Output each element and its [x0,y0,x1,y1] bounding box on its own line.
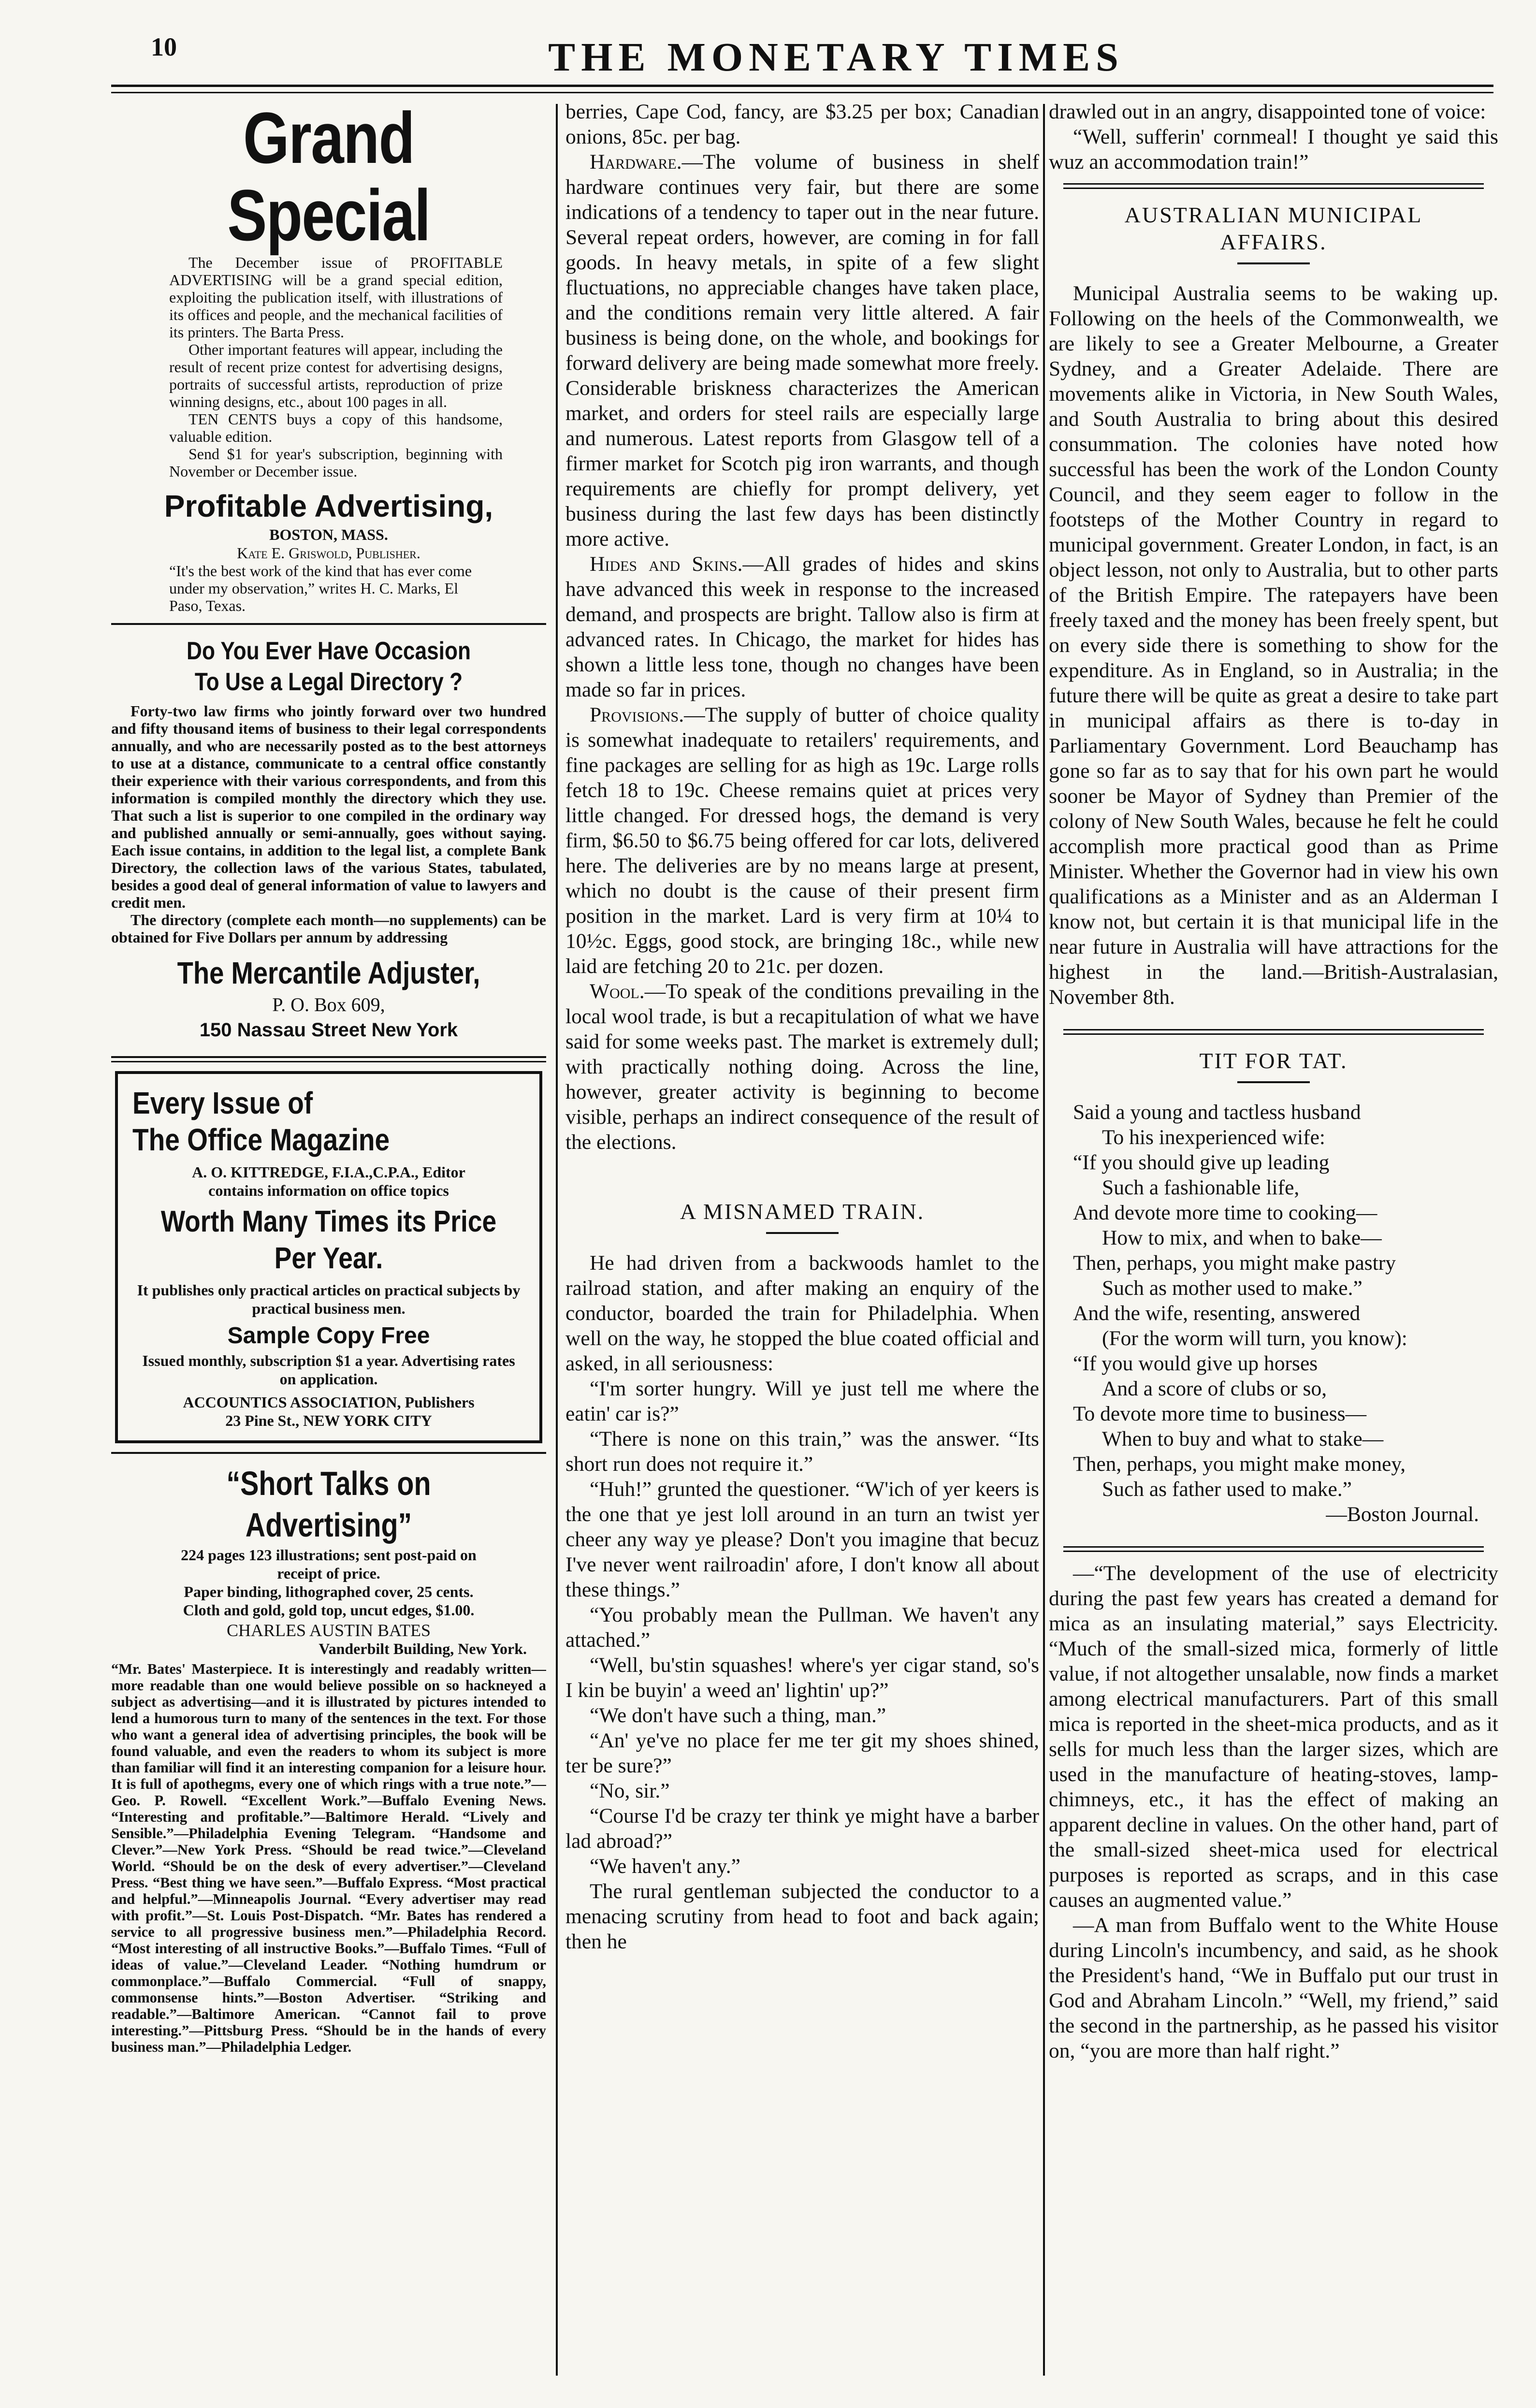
paragraph: “You probably mean the Pullman. We haven't any attached.” [565,1603,1039,1652]
column-divider [1043,104,1045,2376]
divider [1063,1546,1484,1552]
ad-issued: Issued monthly, subscription $1 a year. Advertising rates on application. [142,1352,515,1388]
paragraph: “An' ye've no place fer me ter git my shoes shined, ter be sure?” [565,1729,1039,1777]
poem-line: To his inexperienced wife: [1102,1126,1325,1149]
section-lead: Provisions. [590,703,684,726]
poem-line: Such as father used to make.” [1102,1478,1352,1501]
poem-line: To devote more time to business— [1073,1402,1367,1425]
paragraph: “I'm sorter hungry. Will ye just tell me where the eatin' car is?” [565,1377,1039,1425]
paragraph: “No, sir.” [590,1779,670,1802]
paragraph: —“The development of the use of electricity during the past few years has created a demand for mica as an insulating material,” says Electricity. “Much of the small-sized mica, formerly of little value, if not altogether unsalable, now finds a market among electrical manufacturers. Part of this small mica is reported in the sheet-mica products, and as it sells for much less than the larger sizes, which are used in the manufacture of heating-stoves, lamp-chimneys, etc., it has the effect of making an apparent decline in values. On the other hand, part of the small-sized sheet-mica used for electrical purposes is reported as scraps, and in this case causes an augmented value.” [1049,1562,1498,1912]
paragraph: “Course I'd be crazy ter think ye might have a barber lad abroad?” [565,1804,1039,1853]
paragraph-text: —The volume of business in shelf hardware continues very fair, but there are some indications of a tendency to taper out in the near future. Several repeat orders, however, are coming in for fall goods. In heavy metals, in spite of a few slight fluctuations, no appreciable changes have taken place, and the conditions remain very little altered. A fair business is being done, on the whole, and bookings for forward delivery are being made somewhat more freely. Considerable briskness characterizes the American market, and orders for steel rails are especially large and numerous. Latest reports from Glasgow tell of a firmer market for Scotch pig iron warrants, and though requirements are chiefly for prompt delivery, yet business during the last few days has been distinctly more active. [565,150,1039,551]
ad-city: BOSTON, MASS. [269,526,388,543]
paragraph: “Huh!” grunted the questioner. “W'ich of yer keers is the one that ye jest loll around in an turn an twist yer cheer any way ye please? Don't you imagine that becuz I've never went railroadin' afore, I don't know all about these things.” [565,1478,1039,1601]
ad-body: Send $1 for year's subscription, beginning with November or December issue. [169,445,503,480]
divider [111,1061,546,1062]
ad-pages: 224 pages 123 illustrations; sent post-paid on receipt of price. [181,1546,477,1582]
article-heading: AUSTRALIAN MUNICIPAL [1124,203,1423,227]
ad-street: 150 Nassau Street New York [199,1019,458,1041]
paragraph: He had driven from a backwoods hamlet to the railroad station, and after making an enquiry of the conductor, boarded the train for Philadelphia. When well on the way, he stopped the blue coated official and asked, in all seriousness: [565,1251,1039,1375]
ad-company-name: The Mercantile Adjuster, [177,956,480,990]
ad-address: 23 Pine St., NEW YORK CITY [225,1412,432,1429]
ad-binding: Paper binding, lithographed cover, 25 cents. [184,1583,474,1600]
masthead-rule [111,85,1493,87]
ad-publishes: It publishes only practical articles on practical subjects by practical business men. [137,1281,521,1317]
poem-line: Such a fashionable life, [1102,1176,1300,1199]
paragraph: “Well, sufferin' cornmeal! I thought ye said this wuz an accommodation train!” [1049,125,1498,174]
section-lead: Hides and Skins. [590,552,743,576]
articles-column [1049,99,1498,2380]
ad-body: The December issue of PROFITABLE ADVERTISING will be a grand special edition, exploiting the publication itself, with illustrations of its offices and people, and the mechanical facilities of its printers. The Barta Press. [169,254,503,341]
poem-line: And a score of clubs or so, [1102,1377,1327,1400]
poem [1049,1100,1498,1502]
divider [766,1232,839,1234]
ad-body: Other important features will appear, including the result of recent prize contest for advertising designs, portraits of successful artists, reproduction of prize winning designs, etc., about 100 pages in all. [169,341,503,410]
ad-cloth: Cloth and gold, gold top, uncut edges, $1.00. [183,1601,475,1619]
ad-author: CHARLES AUSTIN BATES [226,1621,431,1640]
paragraph: —A man from Buffalo went to the White House during Lincoln's incumbency, and said, as he shook the President's hand, “We in Buffalo put our trust in God and Abraham Lincoln.” “Well, my friend,” said the second in the partnership, as he passed his visitor on, “you are more than half right.” [1049,1914,1498,2062]
divider [1063,1029,1484,1035]
paragraph: The rural gentleman subjected the conductor to a menacing scrutiny from head to foot and back again; then he [565,1880,1039,1953]
paragraph: “We haven't any.” [590,1855,740,1878]
ad-reviews: “Mr. Bates' Masterpiece. It is interestingly and readably written—more readable than one would believe possible on so hackneyed a subject as advertising—and it is illustrated by pictures intended to lend a humorous turn to many of the sentences in the text. For those who want a general idea of advertising principles, the book will be found valuable, and even the readers to whom its subject is more than familiar will find it an interesting companion for a leisure hour. It is full of apothegms, every one of which rings with a true note.”—Geo. P. Rowell. “Excellent Work.”—Buffalo Evening News. “Interesting and profitable.”—Baltimore Herald. “Lively and Sensible.”—Philadelphia Evening Telegram. “Handsome and Clever.”—New York Press. “Should be read twice.”—Cleveland World. “Should be on the desk of every advertiser.”—Cleveland Press. “Best thing we have seen.”—Buffalo Express. “Most practical and helpful.”—Minneapolis Journal. “Every advertiser may read with profit.”—St. Louis Post-Dispatch. “Mr. Bates has rendered a service to all progressive business men.”—Philadelphia Record. “Most interesting of all instructive Books.”—Buffalo Times. “Full of ideas of value.”—Cleveland Leader. “Nothing humdrum or commonplace.”—Buffalo Commercial. “Full of snappy, commonsense hints.”—Boston Advertiser. “Striking and readable.”—Baltimore American. “Cannot fail to prove interesting.”—Pittsburg Press. “Should be in the hands of every business man.”—Philadelphia Ledger. [111,1661,546,2055]
poem-line: Such as mother used to make.” [1102,1277,1362,1300]
paragraph-provisions [565,702,1039,979]
ad-short-talks [111,1463,546,2055]
column-divider [556,104,558,2376]
paragraph-hides [565,551,1039,702]
advertisement-column [111,99,546,2380]
ad-profitable-advertising [111,99,546,614]
divider [111,1056,546,1058]
poem-line: Said a young and tactless husband [1073,1101,1361,1124]
divider [1237,1081,1310,1083]
paragraph: berries, Cape Cod, fancy, are $3.25 per box; Canadian onions, 85c. per bag. [565,100,1039,148]
poem-line: (For the worm will turn, you know): [1102,1327,1407,1350]
ad-worth: Worth Many Times its Price [160,1205,497,1238]
divider [111,1452,546,1454]
paragraph-text: —All grades of hides and skins have advanced this week in response to the increased demand, and prospects are bright. Tallow also is firm at advanced rates. In Chicago, the market for hides has shown a little less tone, though no changes have been made so far in prices. [565,552,1039,701]
article-heading: A MISNAMED TRAIN. [680,1199,925,1224]
ad-address: Vanderbilt Building, New York. [319,1640,527,1657]
article-heading: AFFAIRS. [1220,230,1327,254]
poem-line: When to buy and what to stake— [1102,1427,1384,1451]
ad-publisher: Kate E. Griswold, Publisher. [237,544,420,562]
ad-sample: Sample Copy Free [227,1323,430,1349]
paragraph: “Well, bu'stin squashes! where's yer cigar stand, so's I kin be buyin' a weed an' lightin' up?” [565,1654,1039,1702]
ad-body: TEN CENTS buys a copy of this handsome, valuable edition. [169,410,503,445]
divider [111,623,546,625]
section-lead: Hardware. [590,150,682,174]
ad-worth: Per Year. [274,1242,383,1275]
ad-title: Every Issue of [132,1086,313,1120]
poem-line: “If you should give up leading [1073,1151,1330,1174]
ad-publisher: ACCOUNTICS ASSOCIATION, Publishers [183,1393,475,1411]
ad-quote: “It's the best work of the kind that has ever come under my observation,” writes H. C. Marks, El Paso, Texas. [169,562,472,614]
article-heading: TIT FOR TAT. [1199,1048,1348,1073]
section-lead: Wool. [590,980,645,1003]
publication-title: THE MONETARY TIMES [548,35,1124,80]
paragraph-hardware [565,149,1039,551]
divider [1063,183,1484,189]
ad-po-box: P. O. Box 609, [272,994,385,1015]
ad-title: To Use a Legal Directory ? [194,668,463,696]
poem-signature: —Boston Journal. [1326,1503,1479,1526]
paragraph-wool [565,979,1039,1155]
poem-line: And devote more time to cooking— [1073,1201,1377,1224]
ad-contains: contains information on office topics [208,1182,449,1199]
market-report-column [565,99,1039,2380]
paragraph-text: —To speak of the conditions prevailing in the local wool trade, is but a recapitulation of what we have said for some weeks past. The market is extremely dull; with practically nothing doing. Across the line, however, greater activity is beginning to become visible, perhaps an indirect consequence of the result of the elections. [565,980,1039,1154]
poem-line: “If you would give up horses [1073,1352,1318,1375]
page-number: 10 [151,32,177,61]
ad-body: The directory (complete each month—no supplements) can be obtained for Five Dollars per annum by addressing [111,911,546,946]
paragraph: drawled out in an angry, disappointed tone of voice: [1049,100,1486,123]
ad-title: “Short Talks on Advertising” [226,1465,431,1544]
ad-mercantile-adjuster [111,636,546,1044]
poem-line: And the wife, resenting, answered [1073,1302,1361,1325]
ad-body: Forty-two law firms who jointly forward over two hundred and fifty thousand items of business to their legal correspondents annually, and who are necessarily posted as to the best attorneys to use at a distance, communicate to a central office constantly their experience with their various correspondents, and from this information is compiled monthly the directory which they use. That such a list is superior to one compiled in the ordinary way and published annually or semi-annually, goes without saying. Each issue contains, in addition to the legal list, a complete Bank Directory, the collection laws of the various States, tabulated, besides a good deal of general information of value to lawyers and credit men. [111,702,546,911]
ad-title: Do You Ever Have Occasion [187,637,471,665]
paragraph: Municipal Australia seems to be waking up. Following on the heels of the Commonwealth, we are likely to see a Greater Melbourne, a Greater Sydney, and a Greater Adelaide. There are movements alike in Victoria, in New South Wales, and South Australia to bring about this desired consummation. The colonies have noted how successful has been the work of the London County Council, and they seem eager to follow in the footsteps of the Mother Country in regard to municipal government. Greater London, in fact, is an object lesson, not only to Australia, but to other parts of the British Empire. The ratepayers have been freely taxed and the money has been freely spent, but on every side there is something to show for the expenditure. As in England, so in Australia; in the future there will be quite as great a desire to take part in municipal affairs as there is to-day in Parliamentary Government. Lord Beauchamp has gone so far as to say that for his own part he would sooner be Mayor of Sydney than Premier of the colony of New South Wales, because he felt he could accomplish more practical good than as Prime Minister. Whether the Governor had in view his own qualifications as a Minister and as an Alderman I know not, but certain it is that municipal life in the near future in Australia will have attractions for the highest in the land.—British-Australasian, November 8th. [1049,282,1498,1009]
ad-office-magazine [115,1071,542,1443]
ad-title: Grand Special [227,99,430,256]
poem-line: Then, perhaps, you might make pastry [1073,1251,1396,1275]
poem-line: How to mix, and when to bake— [1102,1226,1382,1249]
paragraph: “There is none on this train,” was the answer. “Its short run does not require it.” [565,1427,1039,1476]
masthead-rule-thin [111,92,1493,93]
ad-editor: A. O. KITTREDGE, F.I.A.,C.P.A., Editor [192,1163,465,1181]
paragraph-text: —The supply of butter of choice quality is somewhat inadequate to retailers' requirements, and fine packages are selling for as high as 19c. Large rolls fetch 18 to 19c. Cheese remains quiet at prices very little changed. For dressed hogs, the demand is very firm, $6.50 to $6.75 being offered for car lots, delivered here. The deliveries are by no means large at present, which no doubt is the cause of their present firm position in the market. Lard is very firm at 10¼ to 10½c. Eggs, good stock, are bringing 18c., while new laid are fetching 20 to 21c. per dozen. [565,703,1039,978]
paragraph: “We don't have such a thing, man.” [590,1704,886,1727]
ad-title: The Office Magazine [132,1122,390,1157]
poem-line: Then, perhaps, you might make money, [1073,1452,1406,1476]
divider [1237,262,1310,264]
ad-publication-name: Profitable Advertising, [164,489,493,523]
